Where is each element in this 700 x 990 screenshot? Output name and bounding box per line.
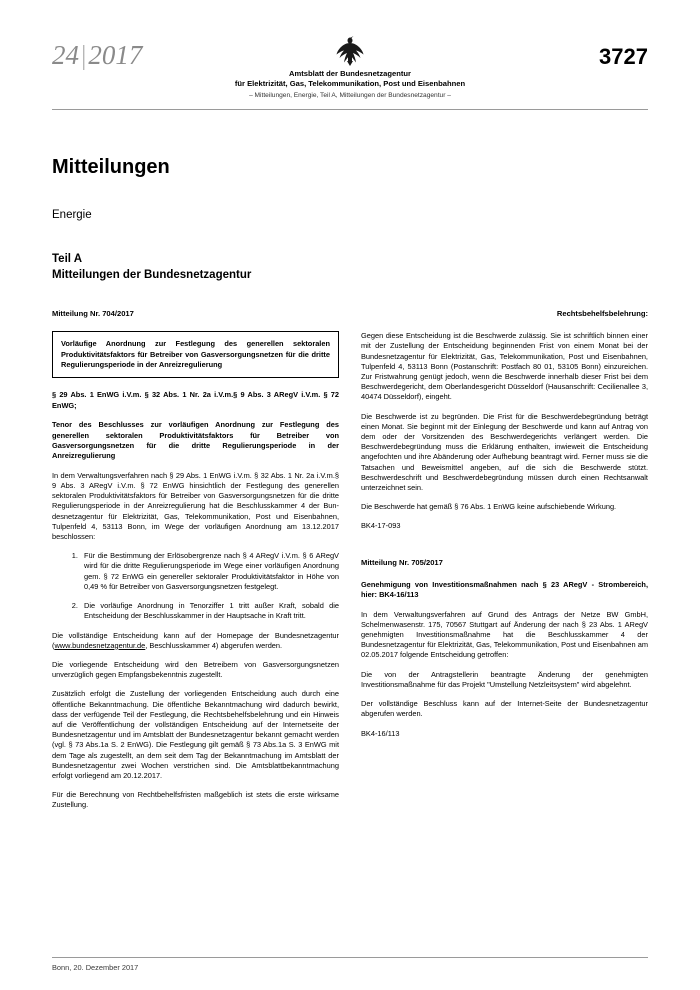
notice-number-704: Mitteilung Nr. 704/2017 [52, 309, 134, 318]
page-number: 3727 [599, 44, 648, 69]
bundesnetzagentur-link[interactable]: www.bundesnetzagentur.de [54, 640, 146, 650]
masthead-subtitle: – Mitteilungen, Energie, Teil A, Mitteilungen der Bundesnetzagentur – [249, 92, 451, 99]
fristen-paragraph: Für die Berechnung von Rechtbehelfsfristen maßgeblich ist stets die erste wirksame Zustellung. [52, 790, 339, 810]
issue-designation [52, 26, 148, 71]
issue-year: 2017 [88, 40, 143, 70]
list-item: 2. Die vorläufige Anordnung in Tenorziffer 1 tritt außer Kraft, sobald die Entscheidung der Beschlusskammer in der Hauptsache in Kraft tritt. [80, 601, 339, 621]
notice-number-705: Mitteilung Nr. 705/2017 [361, 557, 443, 567]
header-divider [52, 109, 648, 110]
reference-bk4-16-113: BK4-16/113 [361, 728, 400, 738]
reference-bk4-17-093: BK4-17-093 [361, 521, 401, 531]
zustellung-paragraph: Die vorliegende Entscheidung wird den Betreibern von Gasversorgungsnetzen unverzüglich gegen Empfangsbekenntnis zugestellt. [52, 659, 339, 680]
right-column [361, 309, 648, 820]
page-title: Mitteilungen [52, 156, 170, 178]
homepage-paragraph [52, 631, 339, 651]
rechtsbehelfsbelehrung-heading: Rechtsbehelfsbelehrung: [556, 309, 648, 318]
masthead [52, 26, 648, 107]
beschwerde-paragraph: Gegen diese Entscheidung ist die Beschwerde zulässig. Sie ist schriftlich binnen einer mit der Zustellung der Entscheidung beginnenden Frist von einem Monat bei der Bundesnetzagentur für Elektrizität, Gas, Telekommunikation, Post und Eisenbahnen, Tulpenfeld 4, 53113 Bonn (Postanschrift: Postfach 80 01, 53105 Bonn) einzureichen. Zur Fristwahrung genügt jedoch, wenn die Beschwerde innerhalb dieser Frist bei dem Beschwerdegericht, dem Oberlandesgericht Düsseldorf (Hausanschrift: Cecilienallee 3, 40474 Düsseldorf), eingeht. [361, 331, 648, 402]
begruendung-paragraph: Die Beschwerde ist zu begründen. Die Frist für die Beschwerdebegründung beträgt einen Monat. Sie beginnt mit der Einlegung der Beschwerde und kann auf Antrag von dem oder der Vorsitzenden des Beschwerdegerichts verlängert werden. Die Beschwerdebegründung muss die Erklärung enthalten, inwieweit die Entscheidung angefochten und ihre Abänderung oder Aufhebung beantragt wird. Ferner muss sie die Tatsachen und Beweismittel angeben, auf die sich die Beschwerde stützt. Beschwerdeschrift und Beschwerdebegründung müssen durch einen Rechtsanwalt unterzeichnet sein. [361, 411, 648, 493]
intro-paragraph: In dem Verwaltungsverfahren nach § 29 Abs. 1 EnWG i.V.m. § 32 Abs. 1 Nr. 2a i.V.m.§ 9 Abs. 3 ARegV i.V.m. § 72 EnWG hinsichtlich der Festlegung des generellen sektoralen Produktivitätsfaktors für Betreiber von Gasversorgungsnetzen für die dritte Regulierungsperiode in der Anreizregulierung hat die Beschlusskammer 4 der Bundesnetzagentur für Elektrizität, Gas, Telekommunikation, Post und Eisenbahnen, Tulpenfeld 4, 53113 Bonn, im Wege der vorläufigen Anordnung am 13.12.2017 beschlossen: [52, 470, 339, 542]
notice-705-paragraph-1: In dem Verwaltungsverfahren auf Grund des Antrags der Netze BW GmbH, Schelmenwasenstr. 175, 70567 Stuttgart auf Änderung der nach § 23 Abs. 1 ARegV genehmigten Investitionsmaßnahme hat die Beschlusskammer 4 der Bundesnetzagentur für Elektrizität, Gas, Telekommunikation, Post und Eisenbahnen am 02.05.2017 folgende Entscheidung getroffen: [361, 609, 648, 660]
masthead-title-line2: für Elektrizität, Gas, Telekommunikation, Post und Eisenbahnen [234, 79, 466, 88]
list-item: 1. Für die Bestimmung der Erlösobergrenze nach § 4 ARegV i.V.m. § 6 ARegV wird für die dritte Regulierungsperiode im Wege einer vorläufigen Anordnung gem. § 72 EnWG ein genereller sektoraler Produktivitätsfaktor in Höhe von 0,49 % für Betreiber von Gasversorgungsnetzen festgelegt. [80, 551, 339, 592]
part-title-line1: Teil A [52, 253, 83, 265]
issue-number: 24 [52, 40, 79, 70]
footer-date: Bonn, 20. Dezember 2017 [52, 963, 139, 972]
part-title-line2: Mitteilungen der Bundesnetzagentur [52, 269, 252, 281]
federal-eagle-icon [335, 34, 365, 68]
notice-705-paragraph-3: Der vollständige Beschluss kann auf der Internet-Seite der Bundesnetzagentur abgerufen werden. [361, 699, 648, 719]
masthead-center [148, 26, 552, 101]
issue-separator: | [81, 40, 87, 70]
content-columns [52, 309, 648, 820]
notice-705-title: Genehmigung von Investitionsmaßnahmen nach § 23 ARegV - Strombereich, hier: BK4-16/113 [361, 579, 648, 600]
notice-705-paragraph-2: Die von der Antragstellerin beantragte Änderung der genehmigten Investitionsmaßnahme für das Projekt "Umstellung Netzleitsystem" wird abgelehnt. [361, 669, 648, 689]
tenor-list [52, 551, 339, 621]
boxed-notice-title: Vorläufige Anordnung zur Festlegung des generellen sektoralen Produktivitätsfaktors für Betreiber von Gasversorgungsnetzen für die dritte Regulierungsperiode in der Anreizregulierung [52, 331, 339, 378]
part-title [52, 251, 648, 283]
legal-basis: § 29 Abs. 1 EnWG i.V.m. § 32 Abs. 1 Nr. 2a i.V.m.§ 9 Abs. 3 ARegV i.V.m. § 72 EnWG; [52, 390, 339, 410]
page-footer [52, 955, 648, 972]
homepage-text-after: , Beschlusskammer 4) abgerufen werden. [145, 640, 283, 650]
aufschiebende-wirkung-paragraph: Die Beschwerde hat gemäß § 76 Abs. 1 EnWG keine aufschiebende Wirkung. [361, 502, 617, 512]
tenor-heading: Tenor des Beschlusses zur vorläufigen Anordnung zur Festlegung des generellen sektoralen Produktivitätsfaktors für Betreiber von Gasversorgungsnetzen für die dritte Regulierungsperiode in der Anreizregulierung [52, 420, 339, 461]
homepage-text-before: Die vollständige Entscheidung kann auf der Homepage der Bundesnetzagentur ( [52, 630, 339, 650]
section-title: Energie [52, 209, 92, 221]
left-column [52, 309, 339, 820]
masthead-title-line1: Amtsblatt der Bundesnetzagentur [289, 69, 411, 78]
bekanntmachung-paragraph: Zusätzlich erfolgt die Zustellung der vorliegenden Entscheidung auch durch eine öffentliche Bekanntmachung. Die öffentliche Bekanntmachung wird dadurch bewirkt, dass der verfügende Teil der Festlegung, die Rechtsbehelfsbelehrung und ein Hinweis auf die Veröffentlichung der vollständigen Entscheidung auf der Internetseite der Bundesnetzagentur und im Amtsblatt der Bundesnetzagentur bekannt gemacht werden (vgl. § 73 Abs.1a S. 2 EnWG). Die Festlegung gilt gemäß § 73 Abs.1a S. 3 EnWG mit dem Tage als zugestellt, an dem seit dem Tag der Bekanntmachung im Amtsblatt der Bundesnetzagentur zwei Wochen verstrichen sind. Die Amtsblattbekanntmachung erfolgt vorliegend am 20.12.2017. [52, 689, 339, 780]
